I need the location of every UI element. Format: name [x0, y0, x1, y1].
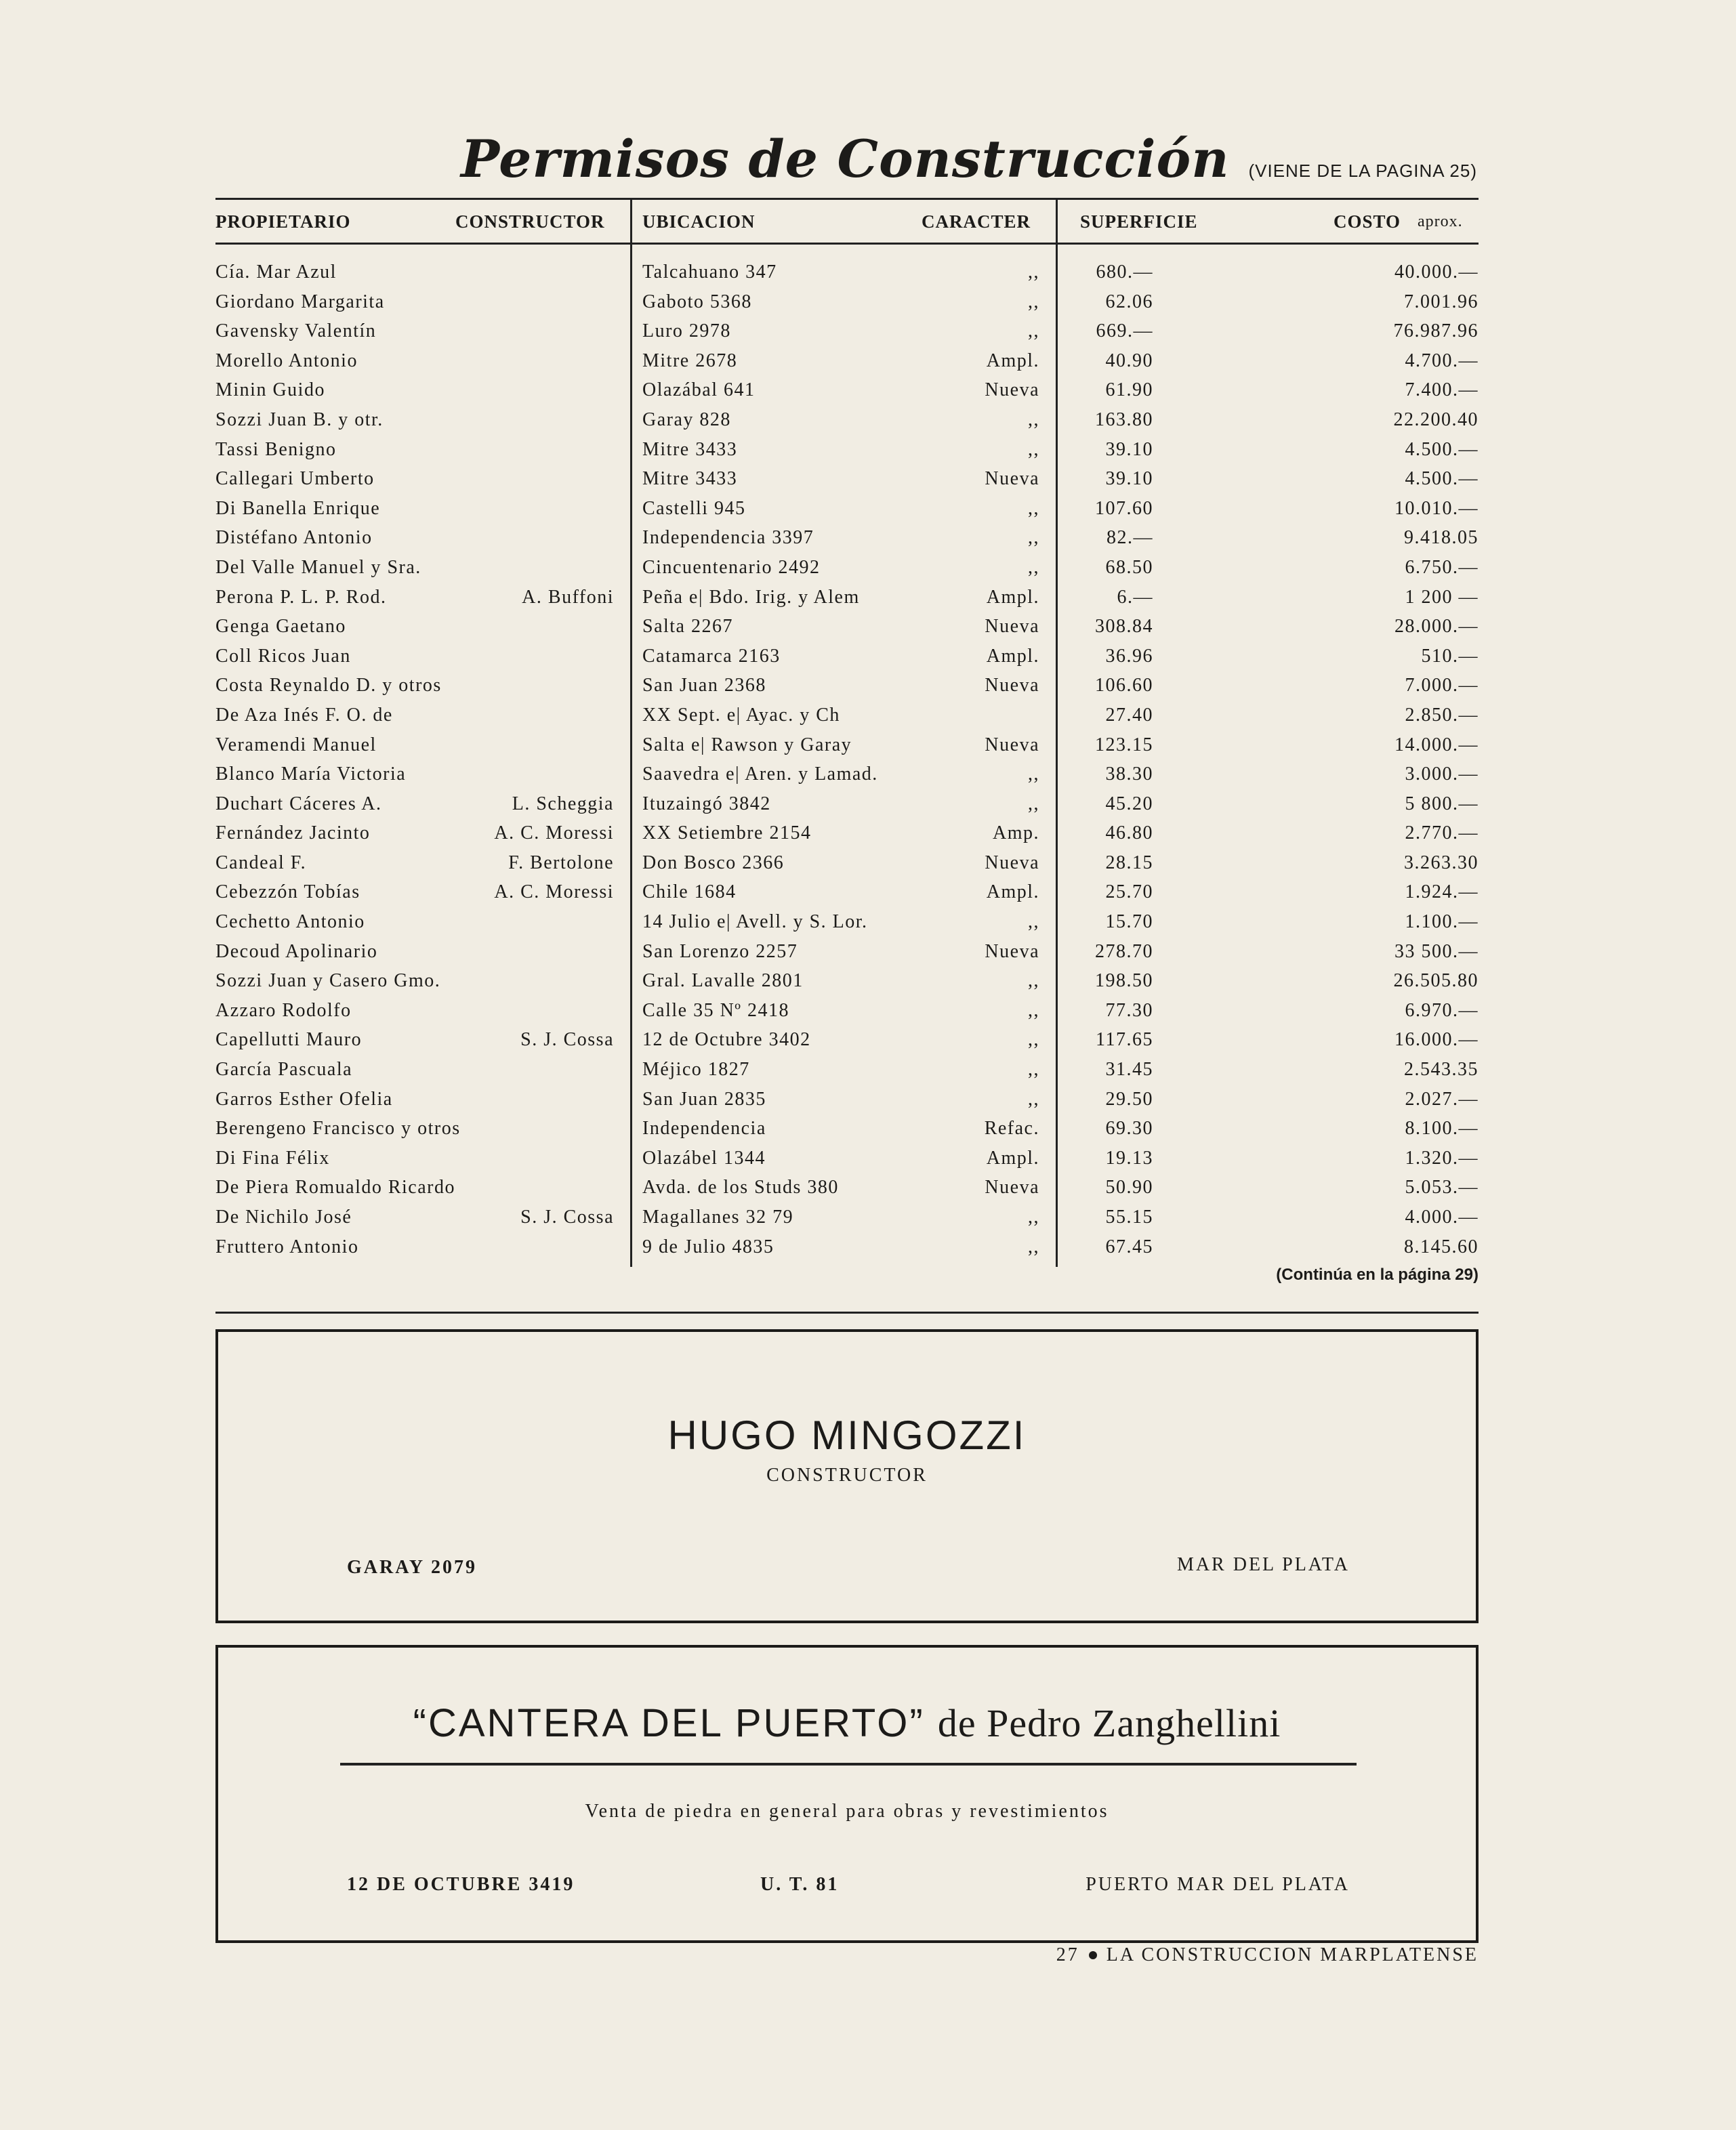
table-row	[215, 346, 1479, 376]
cell-caracter: ,,	[1028, 1236, 1039, 1257]
cell-costo: 26.505.80	[1393, 970, 1479, 992]
cell-superficie: 69.30	[1105, 1118, 1153, 1140]
cell-costo: 7.400.—	[1405, 379, 1479, 401]
cell-superficie: 669.—	[1096, 320, 1153, 342]
cell-costo: 4.500.—	[1405, 438, 1479, 460]
cell-costo: 7.001.96	[1404, 291, 1479, 312]
cell-ubicacion: Talcahuano 347	[642, 262, 777, 283]
cell-superficie: 163.80	[1095, 409, 1153, 430]
cell-propietario: Azzaro Rodolfo	[215, 999, 352, 1021]
table-row	[215, 1144, 1479, 1173]
cell-ubicacion: Salta 2267	[642, 616, 733, 638]
advertisement-cantera	[215, 1645, 1479, 1943]
cell-superficie: 68.50	[1105, 556, 1153, 578]
cell-caracter: Nueva	[985, 1177, 1039, 1198]
table-row	[215, 701, 1479, 730]
cell-propietario: Perona P. L. P. Rod.	[215, 586, 387, 608]
table-row	[215, 789, 1479, 819]
cell-propietario: Sozzi Juan y Casero Gmo.	[215, 970, 441, 992]
cell-propietario: Veramendi Manuel	[215, 734, 377, 755]
cell-propietario: Di Banella Enrique	[215, 497, 381, 519]
table-body	[215, 257, 1479, 1261]
ad-address: GARAY 2079	[347, 1557, 478, 1578]
cell-caracter: Nueva	[985, 468, 1039, 490]
cell-constructor: A. C. Moressi	[494, 881, 614, 903]
continued-note: (Continúa en la página 29)	[1276, 1266, 1479, 1284]
cell-caracter: ,,	[1028, 1088, 1039, 1110]
page-number: 27	[1056, 1944, 1079, 1965]
table-row	[215, 375, 1479, 405]
permits-table	[215, 198, 1479, 1284]
cell-ubicacion: Calle 35 Nº 2418	[642, 999, 789, 1021]
cell-ubicacion: Saavedra e| Aren. y Lamad.	[642, 764, 878, 785]
section-divider	[215, 1312, 1479, 1314]
cell-caracter: ,,	[1028, 1207, 1039, 1228]
cell-costo: 7.000.—	[1405, 675, 1479, 696]
cell-caracter: Nueva	[985, 734, 1039, 755]
cell-costo: 22.200.40	[1393, 409, 1479, 430]
cell-superficie: 62.06	[1105, 291, 1153, 312]
cell-caracter: Amp.	[993, 822, 1039, 844]
cell-ubicacion: Méjico 1827	[642, 1059, 750, 1081]
table-row	[215, 966, 1479, 996]
cell-propietario: Fruttero Antonio	[215, 1236, 359, 1257]
cell-costo: 9.418.05	[1404, 527, 1479, 549]
cell-propietario: Candeal F.	[215, 852, 307, 873]
cell-caracter: ,,	[1028, 291, 1039, 312]
cell-propietario: García Pascuala	[215, 1059, 353, 1081]
table-row	[215, 316, 1479, 346]
table-row	[215, 996, 1479, 1026]
cell-costo: 1.100.—	[1405, 911, 1479, 933]
cell-superficie: 29.50	[1105, 1088, 1153, 1110]
cell-ubicacion: 14 Julio e| Avell. y S. Lor.	[642, 911, 868, 933]
cell-propietario: Cía. Mar Azul	[215, 262, 337, 283]
cell-caracter: ,,	[1028, 793, 1039, 814]
table-row	[215, 937, 1479, 967]
table-row	[215, 583, 1479, 612]
cell-constructor: S. J. Cossa	[520, 1029, 614, 1051]
table-row	[215, 818, 1479, 848]
cell-propietario: Gavensky Valentín	[215, 320, 377, 342]
cell-propietario: Duchart Cáceres A.	[215, 793, 382, 814]
table-row	[215, 287, 1479, 317]
cell-superficie: 107.60	[1095, 497, 1153, 519]
cell-constructor: S. J. Cossa	[520, 1207, 614, 1228]
cell-caracter: Ampl.	[986, 881, 1039, 903]
cell-caracter: ,,	[1028, 764, 1039, 785]
ad-city: MAR DEL PLATA	[1176, 1554, 1350, 1575]
cell-caracter: ,,	[1028, 438, 1039, 460]
cell-propietario: Decoud Apolinario	[215, 940, 378, 962]
page-subtitle: (VIENE DE LA PAGINA 25)	[1248, 161, 1477, 181]
cell-costo: 6.970.—	[1405, 999, 1479, 1021]
cell-ubicacion: Olazábal 641	[642, 379, 756, 401]
ad-title-company: “CANTERA DEL PUERTO”	[413, 1701, 925, 1745]
cell-superficie: 6.—	[1117, 586, 1153, 608]
cell-constructor: F. Bertolone	[508, 852, 614, 873]
cell-caracter: ,,	[1028, 556, 1039, 578]
cell-costo: 8.100.—	[1405, 1118, 1479, 1140]
cell-caracter: ,,	[1028, 409, 1039, 430]
cell-propietario: Blanco María Victoria	[215, 764, 407, 785]
cell-propietario: Minin Guido	[215, 379, 325, 401]
table-row	[215, 877, 1479, 907]
cell-costo: 8.145.60	[1404, 1236, 1479, 1257]
table-row	[215, 523, 1479, 553]
cell-ubicacion: San Lorenzo 2257	[642, 940, 798, 962]
cell-ubicacion: Avda. de los Studs 380	[642, 1177, 839, 1198]
cell-propietario: Di Fina Félix	[215, 1147, 330, 1169]
cell-propietario: Cebezzón Tobías	[215, 881, 360, 903]
cell-costo: 5 800.—	[1405, 793, 1479, 814]
cell-superficie: 39.10	[1105, 468, 1153, 490]
cell-costo: 14.000.—	[1394, 734, 1479, 755]
cell-constructor: A. C. Moressi	[494, 822, 614, 844]
ad-city: PUERTO MAR DEL PLATA	[1086, 1874, 1350, 1895]
ad-address: 12 DE OCTUBRE 3419	[347, 1874, 575, 1895]
cell-superficie: 40.90	[1105, 350, 1153, 371]
cell-propietario: Morello Antonio	[215, 350, 358, 371]
header-propietario: PROPIETARIO	[215, 211, 351, 232]
cell-superficie: 36.96	[1105, 645, 1153, 667]
cell-superficie: 46.80	[1105, 822, 1153, 844]
cell-costo: 1.924.—	[1405, 881, 1479, 903]
cell-caracter: ,,	[1028, 970, 1039, 992]
table-row	[215, 494, 1479, 524]
cell-ubicacion: Salta e| Rawson y Garay	[642, 734, 852, 755]
header-costo-aprox: aprox.	[1418, 213, 1463, 230]
cell-propietario: De Aza Inés F. O. de	[215, 704, 393, 726]
cell-superficie: 123.15	[1095, 734, 1153, 755]
cell-ubicacion: Ituzaingó 3842	[642, 793, 771, 814]
table-row	[215, 435, 1479, 465]
advertisement-mingozzi	[215, 1329, 1479, 1623]
cell-ubicacion: 9 de Julio 4835	[642, 1236, 774, 1257]
table-row	[215, 464, 1479, 494]
cell-propietario: Sozzi Juan B. y otr.	[215, 409, 384, 430]
cell-caracter: ,,	[1028, 527, 1039, 549]
table-row	[215, 759, 1479, 789]
ad-company-role: CONSTRUCTOR	[766, 1465, 928, 1486]
cell-costo: 1 200 —	[1405, 586, 1479, 608]
table-row	[215, 612, 1479, 642]
cell-superficie: 680.—	[1096, 262, 1153, 283]
publication-name: LA CONSTRUCCION MARPLATENSE	[1106, 1944, 1479, 1965]
cell-superficie: 61.90	[1105, 379, 1153, 401]
cell-ubicacion: Independencia	[642, 1118, 766, 1140]
table-row	[215, 405, 1479, 435]
cell-superficie: 50.90	[1105, 1177, 1153, 1198]
table-row	[215, 1114, 1479, 1144]
cell-propietario: Distéfano Antonio	[215, 527, 373, 549]
ad-description: Venta de piedra en general para obras y revestimientos	[585, 1801, 1109, 1822]
cell-superficie: 308.84	[1095, 616, 1153, 638]
cell-costo: 10.010.—	[1394, 497, 1479, 519]
cell-caracter: Nueva	[985, 379, 1039, 401]
table-row	[215, 642, 1479, 671]
cell-superficie: 67.45	[1105, 1236, 1153, 1257]
cell-propietario: Capellutti Mauro	[215, 1029, 363, 1051]
cell-ubicacion: Catamarca 2163	[642, 645, 781, 667]
cell-propietario: De Nichilo José	[215, 1207, 352, 1228]
cell-superficie: 198.50	[1095, 970, 1153, 992]
cell-superficie: 117.65	[1096, 1029, 1153, 1051]
cell-superficie: 278.70	[1095, 940, 1153, 962]
cell-superficie: 55.15	[1105, 1207, 1153, 1228]
cell-caracter: ,,	[1028, 911, 1039, 933]
cell-ubicacion: San Juan 2368	[642, 675, 766, 696]
cell-superficie: 27.40	[1105, 704, 1153, 726]
cell-caracter: ,,	[1028, 1029, 1039, 1051]
cell-superficie: 82.—	[1107, 527, 1153, 549]
bullet-icon	[1089, 1951, 1097, 1959]
cell-caracter: Nueva	[985, 852, 1039, 873]
cell-ubicacion: Mitre 3433	[642, 438, 738, 460]
cell-ubicacion: Olazábel 1344	[642, 1147, 766, 1169]
cell-ubicacion: Mitre 2678	[642, 350, 738, 371]
table-row	[215, 1232, 1479, 1262]
cell-propietario: Coll Ricos Juan	[215, 645, 351, 667]
ad-title-rule	[340, 1763, 1357, 1766]
cell-caracter: Ampl.	[986, 645, 1039, 667]
cell-ubicacion: Cincuentenario 2492	[642, 556, 821, 578]
header-costo: COSTO	[1334, 211, 1401, 232]
cell-ubicacion: 12 de Octubre 3402	[642, 1029, 811, 1051]
cell-ubicacion: Castelli 945	[642, 497, 746, 519]
cell-propietario: Giordano Margarita	[215, 291, 385, 312]
ad-title-owner: de Pedro Zanghellini	[937, 1701, 1281, 1745]
table-row	[215, 553, 1479, 583]
ad-title	[218, 1700, 1476, 1746]
cell-superficie: 45.20	[1105, 793, 1153, 814]
table-row	[215, 1055, 1479, 1085]
cell-superficie: 25.70	[1105, 881, 1153, 903]
cell-superficie: 28.15	[1105, 852, 1153, 873]
cell-costo: 4.000.—	[1405, 1207, 1479, 1228]
cell-costo: 6.750.—	[1405, 556, 1479, 578]
table-top-rule	[215, 198, 1479, 200]
cell-constructor: A. Buffoni	[522, 586, 614, 608]
cell-propietario: Fernández Jacinto	[215, 822, 371, 844]
cell-superficie: 106.60	[1095, 675, 1153, 696]
cell-costo: 2.850.—	[1405, 704, 1479, 726]
cell-propietario: Genga Gaetano	[215, 616, 346, 638]
cell-propietario: Berengeno Francisco y otros	[215, 1118, 461, 1140]
cell-superficie: 39.10	[1105, 438, 1153, 460]
cell-costo: 2.770.—	[1405, 822, 1479, 844]
cell-costo: 2.543.35	[1404, 1059, 1479, 1081]
cell-propietario: Costa Reynaldo D. y otros	[215, 675, 442, 696]
cell-caracter: ,,	[1028, 999, 1039, 1021]
cell-propietario: Callegari Umberto	[215, 468, 375, 490]
cell-caracter: Ampl.	[986, 1147, 1039, 1169]
cell-costo: 4.700.—	[1405, 350, 1479, 371]
cell-propietario: De Piera Romualdo Ricardo	[215, 1177, 455, 1198]
cell-ubicacion: San Juan 2835	[642, 1088, 766, 1110]
cell-ubicacion: Mitre 3433	[642, 468, 738, 490]
cell-propietario: Cechetto Antonio	[215, 911, 365, 933]
header-ubicacion: UBICACION	[642, 211, 756, 232]
table-row	[215, 730, 1479, 760]
cell-caracter: Nueva	[985, 616, 1039, 638]
cell-superficie: 19.13	[1105, 1147, 1153, 1169]
ad-company-name: HUGO MINGOZZI	[667, 1413, 1027, 1458]
cell-constructor: L. Scheggia	[512, 793, 614, 814]
cell-propietario: Tassi Benigno	[215, 438, 337, 460]
cell-ubicacion: Peña e| Bdo. Irig. y Alem	[642, 586, 860, 608]
cell-costo: 33 500.—	[1394, 940, 1479, 962]
header-constructor: CONSTRUCTOR	[455, 211, 605, 232]
cell-costo: 510.—	[1421, 645, 1479, 667]
page-footer	[1056, 1944, 1479, 1966]
cell-caracter: Nueva	[985, 675, 1039, 696]
cell-ubicacion: Independencia 3397	[642, 527, 814, 549]
cell-caracter: ,,	[1028, 262, 1039, 283]
cell-costo: 1.320.—	[1405, 1147, 1479, 1169]
cell-ubicacion: Don Bosco 2366	[642, 852, 785, 873]
cell-caracter: ,,	[1028, 1059, 1039, 1081]
cell-propietario: Garros Esther Ofelia	[215, 1088, 393, 1110]
cell-ubicacion: Luro 2978	[642, 320, 731, 342]
table-row	[215, 1173, 1479, 1203]
table-row	[215, 1025, 1479, 1055]
table-header-rule	[215, 243, 1479, 245]
cell-caracter: ,,	[1028, 497, 1039, 519]
header-superficie: SUPERFICIE	[1080, 211, 1198, 232]
cell-ubicacion: XX Setiembre 2154	[642, 822, 812, 844]
cell-caracter: Ampl.	[986, 350, 1039, 371]
cell-superficie: 77.30	[1105, 999, 1153, 1021]
cell-superficie: 15.70	[1105, 911, 1153, 933]
page-title: Permisos de Construcción	[461, 129, 1230, 189]
cell-superficie: 38.30	[1105, 764, 1153, 785]
cell-costo: 28.000.—	[1394, 616, 1479, 638]
table-row	[215, 1203, 1479, 1232]
cell-ubicacion: Garay 828	[642, 409, 731, 430]
cell-propietario: Del Valle Manuel y Sra.	[215, 556, 421, 578]
table-row	[215, 257, 1479, 287]
cell-costo: 76.987.96	[1393, 320, 1479, 342]
table-row	[215, 1085, 1479, 1114]
table-row	[215, 671, 1479, 701]
cell-caracter: ,,	[1028, 320, 1039, 342]
cell-caracter: Ampl.	[986, 586, 1039, 608]
cell-costo: 3.000.—	[1405, 764, 1479, 785]
cell-ubicacion: XX Sept. e| Ayac. y Ch	[642, 704, 840, 726]
cell-ubicacion: Gral. Lavalle 2801	[642, 970, 804, 992]
cell-costo: 5.053.—	[1405, 1177, 1479, 1198]
table-row	[215, 848, 1479, 878]
cell-caracter: Refac.	[984, 1118, 1039, 1140]
cell-caracter: Nueva	[985, 940, 1039, 962]
cell-superficie: 31.45	[1105, 1059, 1153, 1081]
cell-costo: 2.027.—	[1405, 1088, 1479, 1110]
cell-ubicacion: Magallanes 32 79	[642, 1207, 794, 1228]
header-caracter: CARACTER	[922, 211, 1031, 232]
table-row	[215, 907, 1479, 937]
ad-phone: U. T. 81	[760, 1874, 840, 1895]
cell-costo: 16.000.—	[1394, 1029, 1479, 1051]
cell-costo: 3.263.30	[1404, 852, 1479, 873]
cell-ubicacion: Chile 1684	[642, 881, 737, 903]
cell-costo: 4.500.—	[1405, 468, 1479, 490]
cell-ubicacion: Gaboto 5368	[642, 291, 752, 312]
cell-costo: 40.000.—	[1394, 262, 1479, 283]
page-header	[461, 129, 1477, 203]
